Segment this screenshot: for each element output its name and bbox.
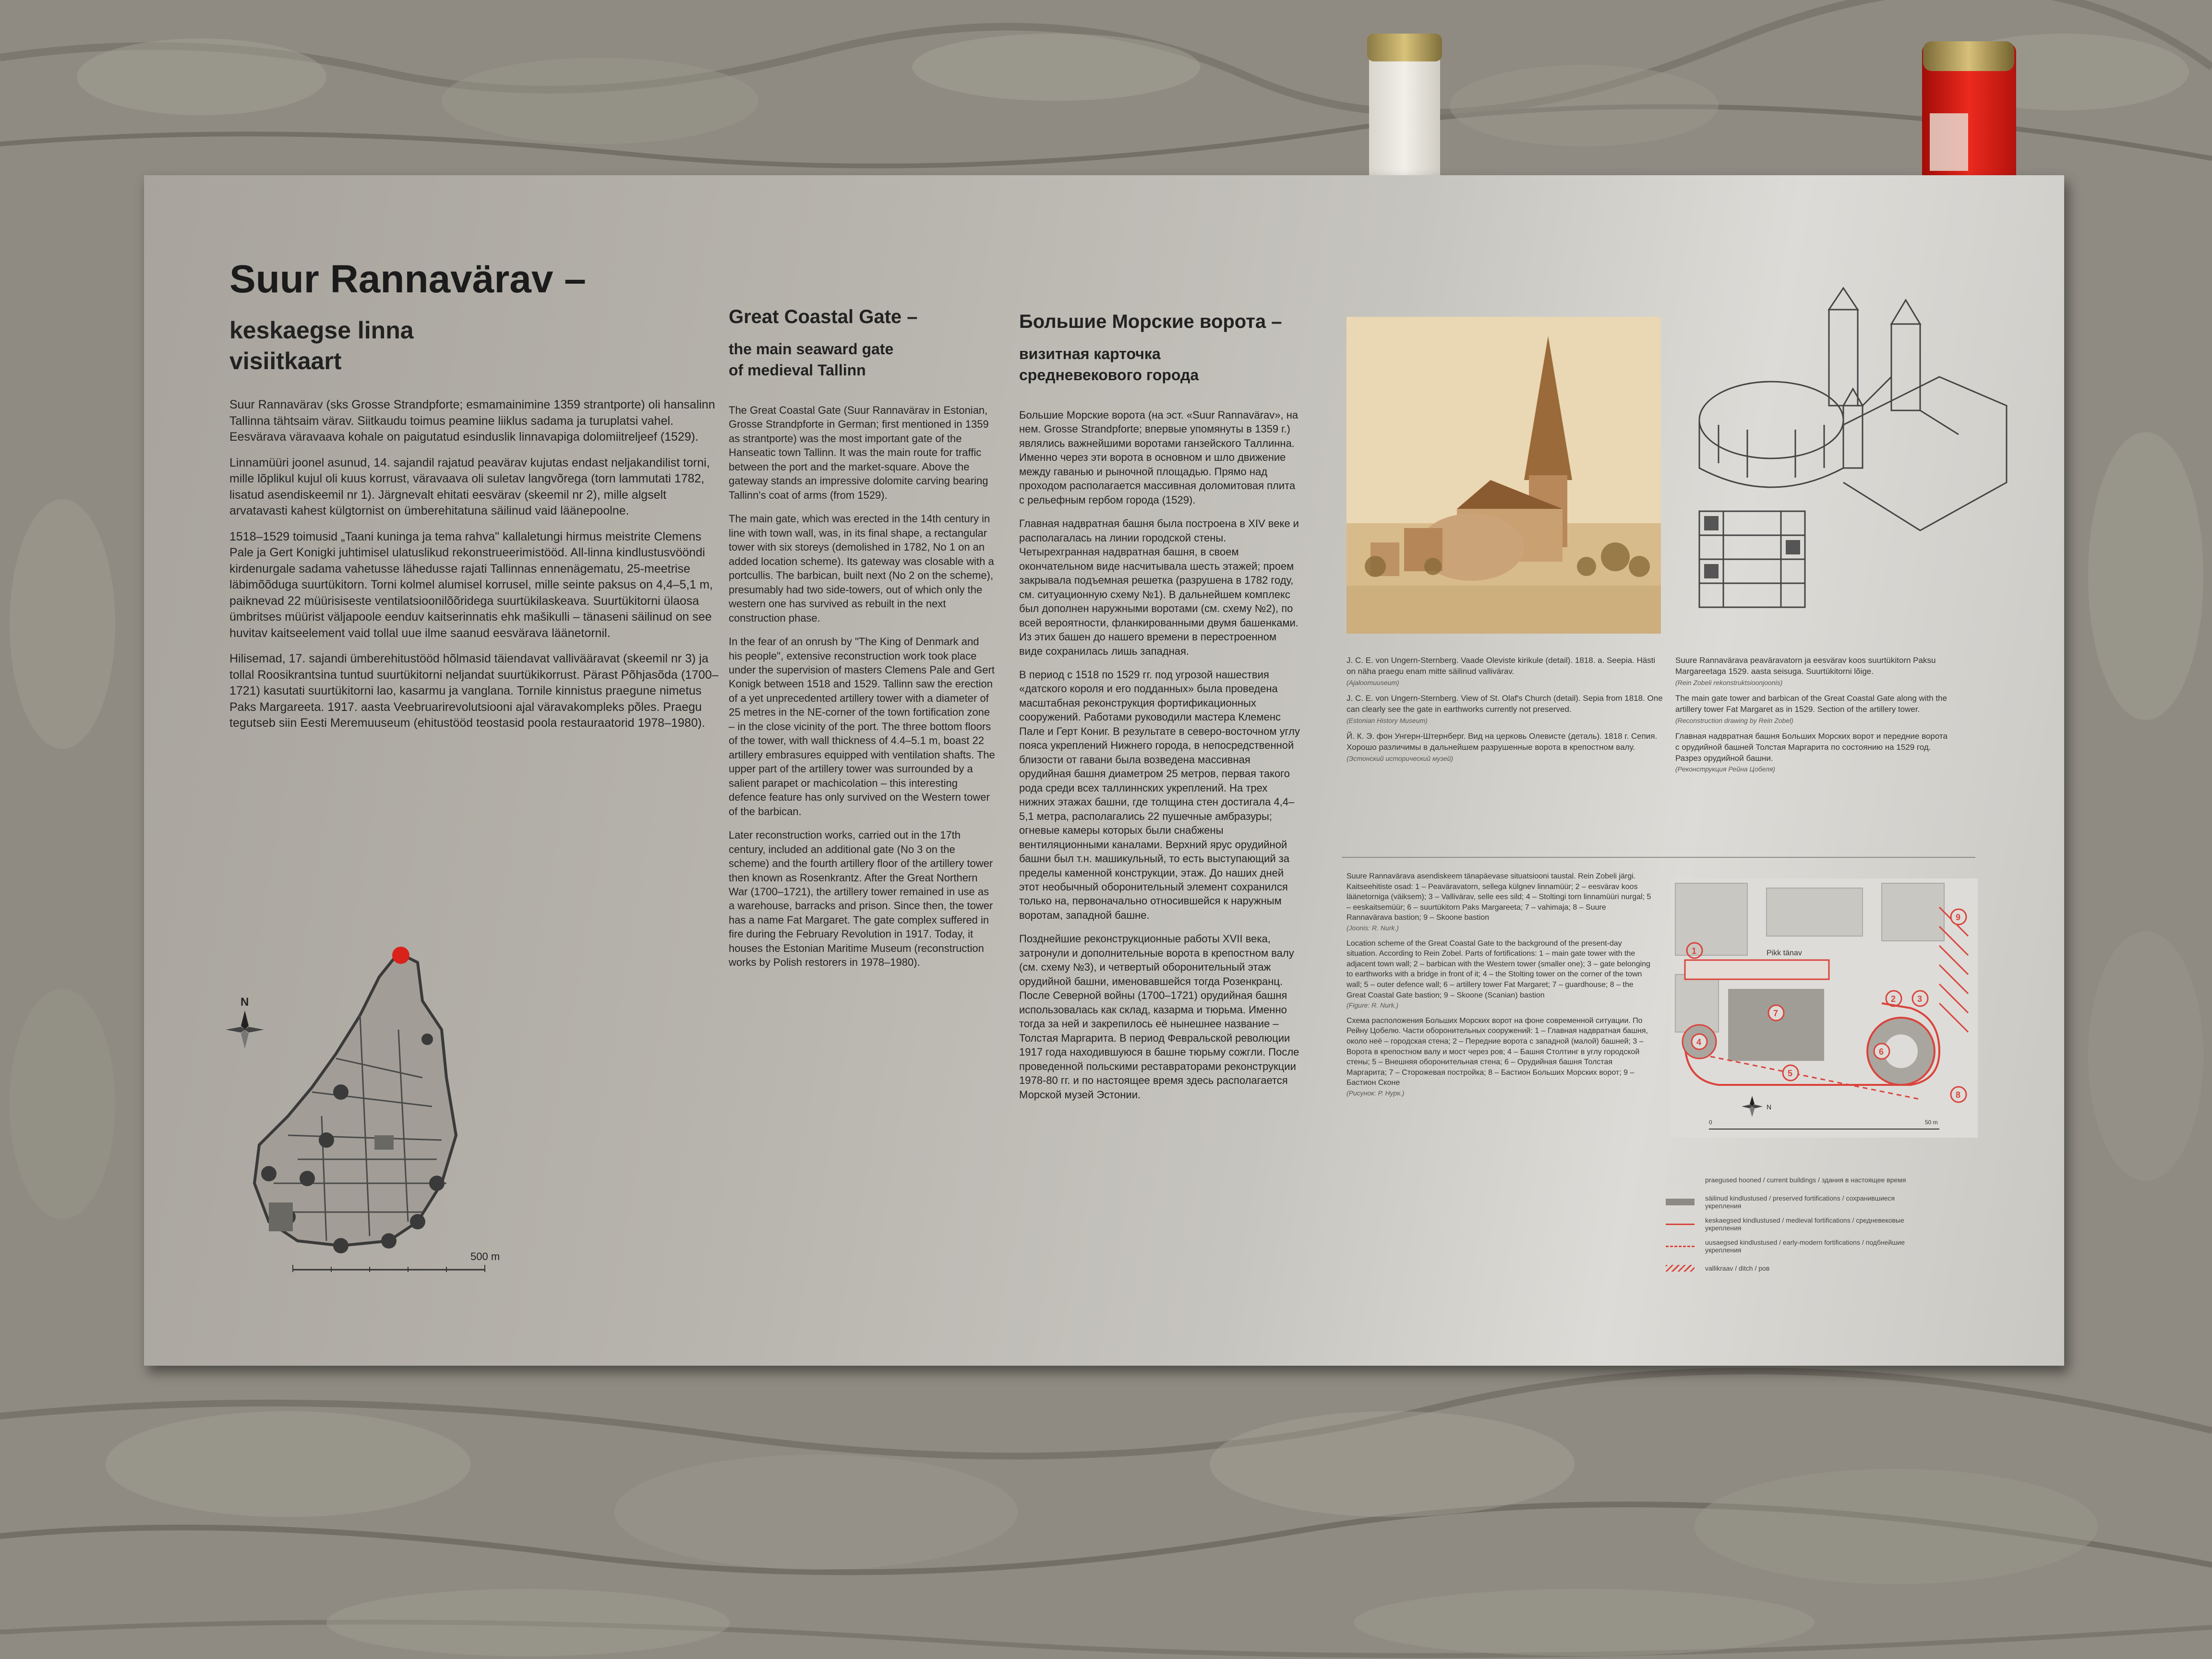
estonian-subtitle-line-2: visiitkaart <box>229 348 342 374</box>
legend-item: säilinud kindlustused / preserved fortifications / сохранившиеся укрепления <box>1666 1191 1915 1213</box>
north-arrow-icon <box>226 1010 264 1049</box>
english-paragraph: The Great Coastal Gate (Suur Rannavärav in Estonian, Grosse Strandpforte in German; first mentioned in 1359 as strantporte) was the most important gate of the Hanseatic town Tallinn. It was the main route for traffic between the port and the market-square. Above the gateway stands an impressive dolomite carving bearing Tallinn's coat of arms (from 1529). <box>729 404 989 501</box>
painting-caption-en: J. C. E. von Ungern-Sternberg. View of St. Olaf's Church (detail). Sepia from 1818. One can clearly see the gate in earthworks currently not preserved. <box>1346 693 1663 714</box>
estonian-paragraph: 1518–1529 toimusid „Taani kuninga ja tema rahva" kallaletungi hirmus meistrite Clemens Pale ja Gert Konigki juhtimisel ulatuslikud rekonstrueerimistööd. All-linna kindlustusvööndi kirdenurgale sadama vahetusse lähedusse rajati Tallinnas ennenägematu, 25-meetrise läbimõõduga suurtükitorn. Torni kolmel alumisel korrusel, mille seinte paksus on 4,4–5,1 m, paiknevad 22 müürisiseste ventilatsioonilõõridega suurtükilaskeava. Suurtükitorni ülaosa ümbritses müürist väljapoole eenduv kaitserinnatis ehk mašikulli – tänaseni säilinud on see huvitav kaitseelement vaid tollal uue ilme saanud eesvärava läänetornil. <box>229 529 713 640</box>
painting-caption-ru: Й. К. Э. фон Унгерн-Штернберг. Вид на церковь Олевисте (деталь). 1818 г. Сепия. Хорошо различимы в дальнейшем разрушенные ворота в крепостном валу. <box>1346 731 1658 752</box>
reconstruction-drawing <box>1671 281 2035 617</box>
red-candle-lid <box>1923 41 2014 71</box>
english-text <box>729 403 995 979</box>
sepia-painting <box>1346 317 1661 634</box>
legend-swatch <box>1666 1224 1695 1225</box>
russian-paragraph: Главная надвратная башня была построена в XIV веке и располагалась на линии городской стены. Четырехгранная надвратная башня, в своем окончательном виде насчитывала шесть этажей; проем закрывала подъемная решетка (разрушена в 1782 году, см. ситуационную схему №1). В дальнейшем комплекс был дополнен наружными воротами (см. схему №2), по всей вероятности, фланкированными двумя башенками. Из этих башен до нашего времени в перестроенном виде сохранилась лишь западная. <box>1019 517 1299 657</box>
scheme-number-6: 6 <box>1879 1047 1884 1057</box>
russian-paragraph: В период с 1518 по 1529 гг. под угрозой нашествия «датского короля и его подданных» была проведена масштабная реконструкция фортификационных сооружений. Работами руководили мастера Клеменс Пале и Герт Кониг. В результате в северо-восточном углу пояса укреплений Нижнего города, в непосредственной близости от гавани была возведена массивная орудийная башня диаметром 25 метров, первая такого рода среди всех таллиннских укреплений. На трех нижних этажах башни, где толщина стен достигала 4,4–5,1 метра, располагались 22 пушечные амбразуры; огневые камеры которых были снабжены вентиляционными каналами. Верхний ярус орудийной башни был т.н. машикульный, то есть выступающий за пределы каменной конструкции, этаж. До наших дней этот необычный оборонительный элемент сохранился только на, первоначально относившейся к наружным воротам, западной башне. <box>1019 668 1300 921</box>
english-paragraph: The main gate, which was erected in the 14th century in line with town wall, was, in its final shape, a rectangular tower with six storeys (demolished in 1782, No 1 on an added location scheme). Its gateway was closable with a portcullis. The barbican, built next (No 2 on the scheme), presumably had two side-towers, out of which only the western one has survived as rebuilt in the next construction phase. <box>729 513 994 624</box>
legend-item: keskaegsed kindlustused / medieval fortifications / средневековые укрепления <box>1666 1213 1915 1235</box>
scheme-number-9: 9 <box>1956 913 1961 922</box>
scheme-number-8: 8 <box>1956 1090 1961 1100</box>
scheme-number-1: 1 <box>1692 946 1697 956</box>
map-location-marker <box>392 947 409 964</box>
drawing-caption-en: The main gate tower and barbican of the Great Coastal Gate along with the artillery tower Fat Margaret as in 1529. Section of the artillery tower. <box>1675 693 1948 714</box>
russian-paragraph: Позднейшие реконструкционные работы XVII века, затронули и дополнительные ворота в крепостном валу (см. схему №3), и четвертый оборонительный этаж орудийной башни, именовавшейся тогда Розенкранц. После Северной войны (1700–1721) орудийная башня использовалась как склад, казарма и тюрьма. Именно тогда за ней и закрепилось её нынешнее название – Толстая Маргарита. В период Февральской революции 1917 года находившуюся в башне тюрьму сожгли. После проведенной польскими реставраторами реконструкции 1978-80 гг. и по настоящее время здесь располагается Морской музей Эстонии. <box>1019 933 1299 1101</box>
drawing-caption <box>1675 655 1954 780</box>
site-location-scheme <box>1671 878 1978 1138</box>
scheme-scale-end: 50 m <box>1925 1119 1938 1126</box>
scheme-number-4: 4 <box>1696 1037 1702 1047</box>
drawing-source-en: (Reconstruction drawing by Rein Zobel) <box>1675 716 1793 724</box>
russian-subtitle-line-2: средневекового города <box>1019 366 1199 384</box>
painting-source-et: (Ajaloomuuseum) <box>1346 678 1399 686</box>
scheme-caption <box>1346 871 1654 1103</box>
legend-item: praegused hooned / current buildings / здания в настоящее время <box>1666 1169 1915 1191</box>
scheme-north-label: N <box>1767 1103 1772 1111</box>
estonian-paragraph: Suur Rannavärav (sks Grosse Strandpforte; esmamainimine 1359 strantporte) oli hansalinn Tallinna tähtsaim värav. Siitkaudu toimus peamine liiklus sadama ja turuplatsi vahel. Eesvärava väravaava kohale on paigutatud esinduslik linnavapiga dolomiitreljeef (1529). <box>229 398 715 444</box>
section-divider <box>1342 857 1975 858</box>
legend-swatch <box>1666 1199 1695 1205</box>
legend-item: uusaegsed kindlustused / early-modern fortifications / подбнейшие укрепления <box>1666 1235 1915 1257</box>
estonian-paragraph: Linnamüüri joonel asunud, 14. sajandil rajatud peavärav kujutas endast neljakandilist torni, mille lõplikul kujul oli kuus korrust, väravaava oli suletav langvõrega (torn lammutati 1782, lisatud asendiskeemil nr 1). Järgnevalt ehitati eesvärav (skeemil nr 2), mille algselt arvatavasti kahest külgtornist on ümberehitatuna säilinud vaid läänepoolne. <box>229 456 710 517</box>
english-title: Great Coastal Gate – <box>729 306 918 327</box>
white-candle-lid <box>1367 34 1442 61</box>
painting-caption <box>1346 655 1663 769</box>
scheme-number-2: 2 <box>1891 994 1896 1004</box>
map-scale-label: 500 m <box>470 1250 500 1262</box>
russian-paragraph: Большие Морские ворота (на эст. «Suur Rannavärav», на нем. Grosse Strandpforte; впервые упомянуты в 1359 г.) являлись важнейшими воротами ганзейского Таллинна. Именно через эти ворота в основном и шло движение между гаванью и рыночной площадью. Прямо над проходом располагается массивная доломитовая плита с рельефным гербом города (1529). <box>1019 409 1298 506</box>
estonian-title: Suur Rannavärav – <box>229 257 586 301</box>
english-subtitle-line-1: the main seaward gate <box>729 340 894 358</box>
scheme-source-et: (Joonis: R. Nurk.) <box>1346 924 1399 932</box>
legend-item: vallikraav / ditch / ров <box>1666 1257 1915 1279</box>
drawing-source-ru: (Реконструкция Рейна Цобеля) <box>1675 765 1775 773</box>
painting-caption-et: J. C. E. von Ungern-Sternberg. Vaade Oleviste kirikule (detail). 1818. a. Seepia. Hästi on näha praegu enam mitte säilinud vallivärav. <box>1346 656 1656 676</box>
red-candle-label <box>1930 113 1968 171</box>
estonian-text <box>229 397 719 741</box>
russian-text <box>1019 408 1302 1111</box>
legend-swatch <box>1666 1177 1695 1183</box>
russian-subtitle-line-1: визитная карточка <box>1019 345 1161 362</box>
russian-title: Большие Морские ворота – <box>1019 311 1282 332</box>
street-label: Pikk tänav <box>1767 949 1802 957</box>
painting-source-ru: (Эстонский исторический музей) <box>1346 754 1454 762</box>
scheme-number-3: 3 <box>1917 994 1923 1004</box>
scheme-caption-ru: Схема расположения Больших Морских ворот на фоне современной ситуации. По Рейну Цобелю. Части оборонительных сооружений: 1 – Главная надвратная башня, около неё – городская стена; 2 – Передние ворота с западной (малой) башней; 3 – Ворота в крепостном валу и мост через ров; 4 – Башня Столтинг в углу городской стены; 5 – Внешняя оборонительная стена; 6 – Орудийная башня Толстая Маргарита; 7 – Сторожевая постройка; 8 – Бастион Больших Морских ворот; 9 – Бастион Сконе <box>1346 1016 1648 1087</box>
estonian-subtitle-line-1: keskaegse linna <box>229 317 414 344</box>
scheme-number-5: 5 <box>1788 1069 1793 1078</box>
english-paragraph: In the fear of an onrush by "The King of Denmark and his people", extensive reconstruction work took place under the supervision of masters Clemens Pale and Gert Konigk between 1518 and 1529. Tallinn saw the erection of a yet unprecedented artillery tower with a diameter of 25 metres in the NE-corner of the town fortification zone – in the close vicinity of the port. The three bottom floors of the tower, with wall thickness of 4.4–5.1 m, boast 22 artillery embrasures equipped with ventilation shafts. The upper part of the artillery tower was surrounded by a salient parapet or machicolation – this interesting defence feature has only survived on the Western tower of the barbican. <box>729 636 995 817</box>
scheme-caption-en: Location scheme of the Great Coastal Gate to the background of the present-day situation. According to Rein Zobel. Parts of fortifications: 1 – main gate tower with the adjacent town wall; 2 – barbican with the Western tower (smaller one); 3 – gate belonging to earthworks with a bridge in front of it; 4 – the Stolting tower on the corner of the town wall; 5 – outer defence wall; 6 – artillery tower Fat Margaret; 7 – guardhouse; 8 – the Great Coastal Gate bastion; 9 – Skoone (Scanian) bastion <box>1346 939 1650 999</box>
north-label: N <box>240 996 249 1009</box>
painting-source-en: (Estonian History Museum) <box>1346 716 1428 724</box>
english-paragraph: Later reconstruction works, carried out in the 17th century, included an additional gate (No 3 on the scheme) and the fourth artillery floor of the artillery tower then known as Rosenkrantz. After the Great Northern War (1700–1721), the artillery tower remained in use as a warehouse, barracks and prison. Since then, the tower has a name Fat Margaret. The gate complex suffered in fire during the February Revolution in 1917. Today, it houses the Estonian Maritime Museum (reconstruction works by Polish restorers in 1978–1980). <box>729 829 993 969</box>
legend-swatch <box>1666 1265 1695 1272</box>
information-plate <box>144 175 2064 1366</box>
estonian-paragraph: Hilisemad, 17. sajandi ümberehitustööd hõlmasid täiendavat vallivääravat (skeemil nr 3) ja tollal Roosikrantsina tuntud suurtükitorni neljandat suurtükikorrust. Pärast Põhjasõda (1700–1721) kasutati suurtükitorni lao, kasarmu ja vanglana. Tornile kinnistus praegune nimetus Paks Margareeta. 1917. aasta Veebruarirevolutsiooni ajal väravakompleks põles. Praegu tegutseb siin Eesti Meremuuseum (ehitustööd teostasid poola restauraatorid 1978–1980). <box>229 652 719 730</box>
scheme-legend <box>1666 1169 1915 1279</box>
drawing-source-et: (Rein Zobeli rekonstruktsioonjoonis) <box>1675 678 1783 686</box>
tallinn-city-map <box>216 934 514 1279</box>
scheme-scale-start: 0 <box>1709 1119 1712 1126</box>
scheme-source-ru: (Рисунок: Р. Нурк.) <box>1346 1089 1405 1097</box>
english-subtitle-line-2: of medieval Tallinn <box>729 361 866 379</box>
legend-swatch <box>1666 1246 1695 1247</box>
drawing-caption-et: Suure Rannavärava peaväravatorn ja eesvärav koos suurtükitorn Paksu Margareetaga 1529. aasta seisuga. Suurtükitorni lõige. <box>1675 656 1936 676</box>
scheme-source-en: (Figure: R. Nurk.) <box>1346 1001 1399 1010</box>
scheme-caption-et: Suure Rannavärava asendiskeem tänapäevase situatsiooni taustal. Rein Zobeli järgi. Kaitseehitiste osad: 1 – Peaväravatorn, sellega külgnev linnamüür; 2 – eesvärav koos läänetorniga (väiksem); 3 – Vallivärav, selle ees sild; 4 – Stoltingi torn linnamüüri nurgal; 5 – eeskaitsemüür; 6 – suurtükitorn Paks Margareeta; 7 – vahimaja; 8 – Suure Rannavärava bastion; 9 – Skoone bastion <box>1346 872 1651 922</box>
drawing-caption-ru: Главная надвратная башня Больших Морских ворот и передние ворота с орудийной башней Толстая Маргарита по состоянию на 1529 год. Разрез орудийной башни. <box>1675 731 1948 763</box>
scheme-number-7: 7 <box>1773 1009 1779 1018</box>
